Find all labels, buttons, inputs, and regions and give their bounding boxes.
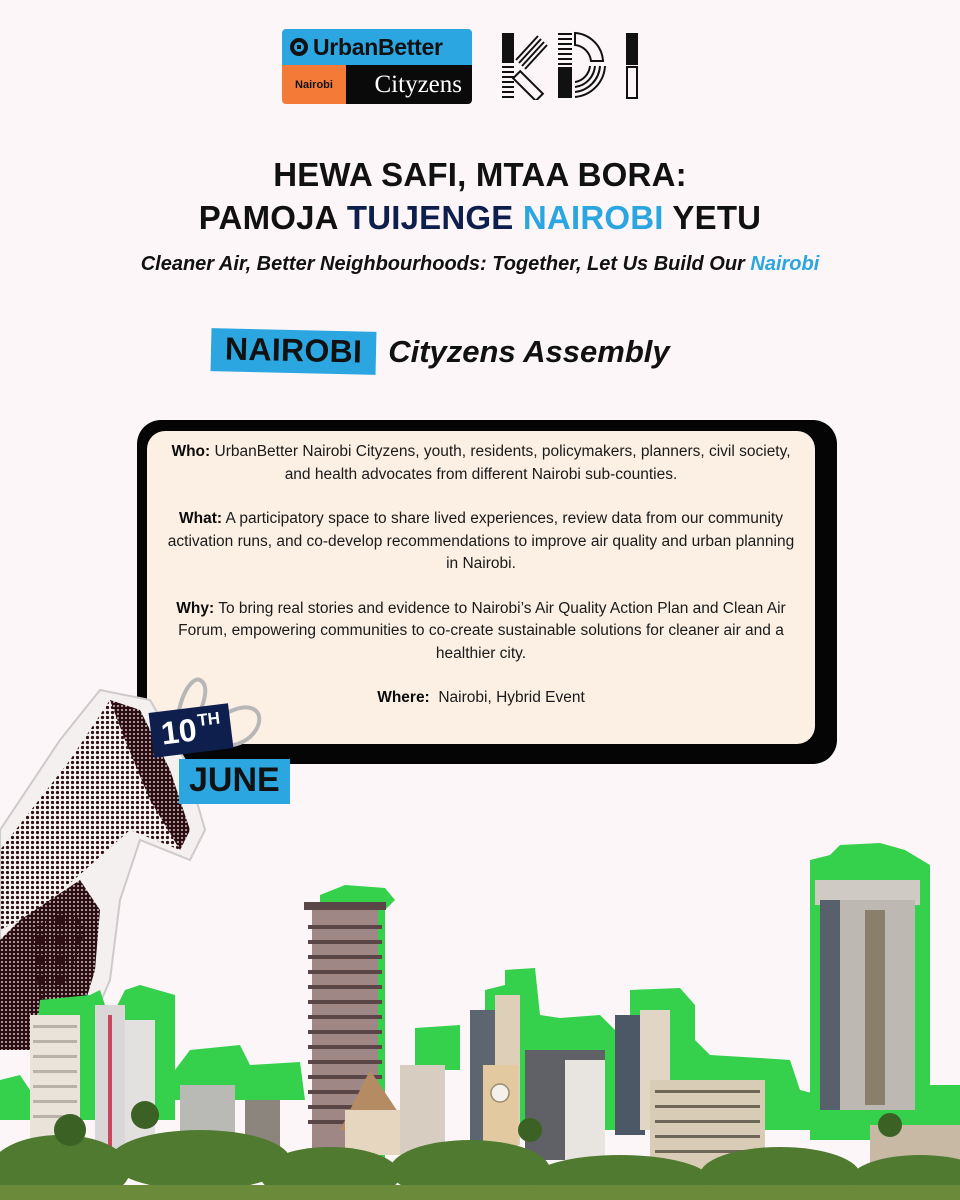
- nairobi-skyline-illustration: [0, 840, 960, 1200]
- headline-line-2: [0, 197, 960, 239]
- date-day: 10: [158, 711, 199, 752]
- urbanbetter-cityzens-logo: [282, 29, 472, 104]
- date-month-badge: JUNE: [179, 759, 290, 804]
- urbanbetter-program: Cityzens: [346, 65, 472, 104]
- urbanbetter-mark-icon: [290, 38, 308, 56]
- where-text: Nairobi, Hybrid Event: [429, 689, 585, 706]
- where-label: Where:: [377, 689, 430, 706]
- tagline-accent: Nairobi: [750, 253, 820, 275]
- urbanbetter-logo-bottom: [282, 65, 472, 104]
- urbanbetter-brand: UrbanBetter: [313, 33, 443, 60]
- what-text: A participatory space to share lived experiences, review data from our community activation runs, and co-develop recommendations to improve air quality and urban planning in Nairobi.: [167, 510, 795, 572]
- why-text: To bring real stories and evidence to Nairobi’s Air Quality Action Plan and Clean Air Forum, empowering communities to co-create sustainable solutions for cleaner air and a healthier city.: [178, 599, 786, 662]
- why-section: [167, 598, 795, 666]
- kdi-logo-icon: [498, 30, 643, 100]
- what-section: [167, 508, 795, 576]
- headline-line-1: HEWA SAFI, MTAA BORA:: [273, 156, 687, 193]
- who-text: UrbanBetter Nairobi Cityzens, youth, residents, policymakers, planners, civil society, and health advocates from different Nairobi sub-counties.: [210, 443, 791, 483]
- headline-word-nairobi: NAIROBI: [522, 199, 664, 236]
- urbanbetter-city: Nairobi: [282, 65, 346, 104]
- assembly-name: Cityzens Assembly: [388, 333, 670, 369]
- headline-word-pamoja: PAMOJA: [198, 199, 347, 236]
- date-suffix: TH: [196, 708, 222, 731]
- assembly-title: [211, 330, 670, 373]
- nairobi-tag: NAIROBI: [211, 328, 377, 375]
- tagline: [0, 253, 960, 276]
- headline-word-yetu: YETU: [663, 199, 762, 236]
- headline-word-tuijenge: TUIJENGE: [346, 199, 514, 236]
- why-label: Why:: [176, 599, 215, 617]
- urbanbetter-logo-top: [282, 29, 472, 65]
- tagline-text: Cleaner Air, Better Neighbourhoods: Together, Let Us Build Our: [140, 253, 751, 275]
- who-section: [167, 441, 795, 486]
- who-label: Who:: [171, 443, 211, 460]
- what-label: What:: [179, 510, 223, 527]
